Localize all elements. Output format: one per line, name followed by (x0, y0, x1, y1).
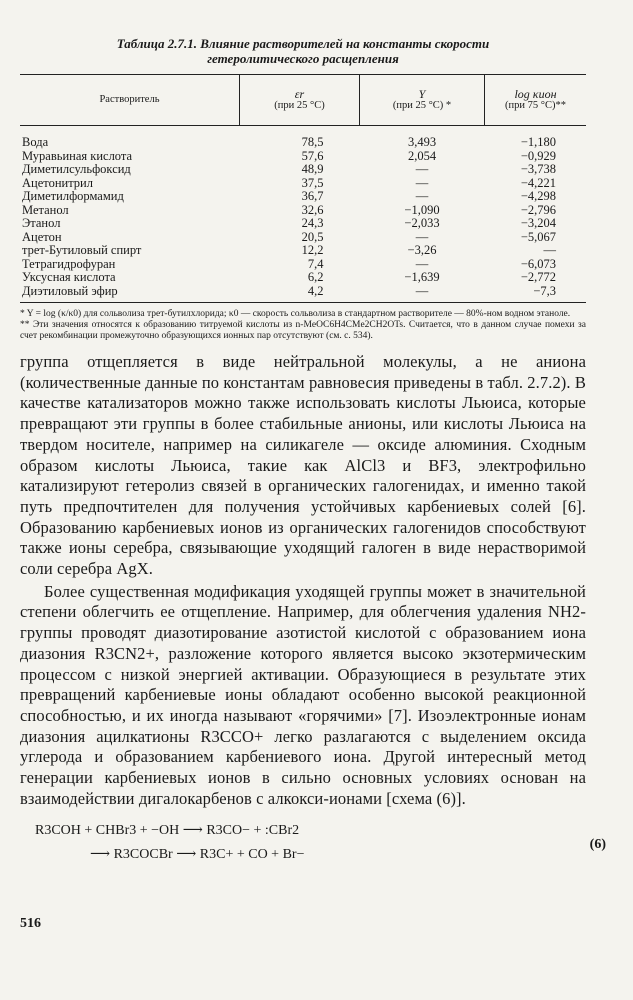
body-text (20, 352, 586, 809)
cell-solvent: трет-Бутиловый спирт (22, 243, 142, 258)
table-row (20, 163, 586, 177)
header-solvent: Растворитель (20, 75, 240, 126)
page (20, 36, 606, 867)
paragraph-1: группа отщепляется в виде нейтральной молекулы, а не аниона (количественные данные по константам равновесия приведены в табл. 2.7.2). В качестве катализаторов можно также использовать кислоты Льюиса, которые превращают эти группы в более стабильные анионы, или кислоты Льюиса на твердом носителе, например на силикагеле — оксиде алюминия. Сходным образом кислоты Льюиса, такие как AlCl3 и BF3, электрофильно катализируют гетеролиз связей в органических галогенидах, и именно такой путь предпочтителен для получения устойчивых карбениевых солей [6]. Образованию карбениевых ионов из органических галогенидов способствуют также ионы серебра, связывающие уходящий галоген в виде нерастворимой соли серебра AgX. (20, 352, 586, 579)
cell-log-k: −0,929 (520, 148, 556, 163)
cell-er: 4,2 (240, 285, 360, 303)
scheme-line-2: ⟶ R3COCBr ⟶ R3C+ + CO + Br− (90, 847, 305, 863)
cell-solvent: Диметилформамид (22, 189, 124, 204)
table-row (20, 231, 586, 245)
cell-solvent: Ацетонитрил (22, 175, 93, 190)
table-row (20, 190, 586, 204)
cell-log-k: −3,204 (520, 216, 556, 231)
cell-y: −3,26 (407, 243, 437, 258)
cell-solvent: Этанол (22, 216, 61, 231)
cell-solvent: Вода (22, 135, 49, 150)
cell-log-k: −6,073 (520, 256, 556, 271)
table-row (20, 217, 586, 231)
cell-solvent: Муравьиная кислота (22, 148, 133, 163)
cell-y: — (415, 162, 429, 177)
cell-y: — (415, 175, 429, 190)
cell-y: — (415, 256, 429, 271)
cell-er: 24,3 (301, 216, 324, 231)
table-notes (20, 309, 586, 342)
cell-log-k: −3,738 (520, 162, 556, 177)
cell-er: 20,5 (301, 229, 324, 244)
cell-solvent: Диэтиловый эфир (20, 285, 240, 303)
table-row (20, 258, 586, 272)
table-row (20, 244, 586, 258)
header-y: Y (при 25 °C) * (360, 75, 485, 126)
cell-er: 6,2 (307, 270, 324, 285)
cell-er: 36,7 (301, 189, 324, 204)
cell-log-k: −1,180 (520, 135, 556, 150)
page-number: 516 (20, 916, 41, 931)
cell-er: 32,6 (301, 202, 324, 217)
footnote-1: * Y = log (κ/κ0) для сольволиза трет-бутилхлорида; κ0 — скорость сольволиза в стандартном растворителе — 80%-ном водном этаноле. (20, 309, 571, 319)
cell-solvent: Диметилсульфоксид (22, 162, 131, 177)
footnote-2: ** Эти значения относятся к образованию титруемой кислоты из n-MeOC6H4CMe2CH2OTs. Считается, что в данном случае помехи за счет рекомбинации промежуточно образующихся ионных пар отсутствуют (см. с. 534). (20, 320, 586, 341)
table-row (20, 204, 586, 218)
cell-log-k: −2,796 (520, 202, 556, 217)
cell-y: 3,493 (407, 135, 437, 150)
cell-y: — (415, 189, 429, 204)
cell-er: 12,2 (301, 243, 324, 258)
cell-solvent: Ацетон (22, 229, 62, 244)
solvent-table (20, 74, 586, 303)
cell-log-k: −4,221 (520, 175, 556, 190)
cell-er: 48,9 (301, 162, 324, 177)
cell-log-k: −4,298 (520, 189, 556, 204)
scheme-number: (6) (589, 837, 606, 853)
cell-er: 37,5 (301, 175, 324, 190)
cell-y: — (360, 285, 485, 303)
table-row (20, 150, 586, 164)
cell-log-k: −7,3 (485, 285, 587, 303)
cell-y: — (415, 229, 429, 244)
caption-line-2: гетеролитического расщепления (207, 51, 399, 66)
cell-log-k: — (543, 243, 556, 258)
cell-y: −2,033 (404, 216, 440, 231)
scheme-line-1: R3COH + CHBr3 + −OH ⟶ R3CO− + :CBr2 (35, 823, 300, 839)
cell-y: 2,054 (407, 148, 437, 163)
cell-y: −1,090 (404, 202, 440, 217)
cell-log-k: −2,772 (520, 270, 556, 285)
header-er: εr (при 25 °C) (240, 75, 360, 126)
table-row (20, 126, 586, 150)
cell-log-k: −5,067 (520, 229, 556, 244)
cell-solvent: Метанол (22, 202, 69, 217)
cell-er: 57,6 (301, 148, 324, 163)
caption-line-1: Таблица 2.7.1. Влияние растворителей на константы скорости (116, 36, 490, 51)
reaction-scheme (20, 819, 606, 867)
cell-y: −1,639 (404, 270, 440, 285)
cell-er: 7,4 (307, 256, 324, 271)
cell-er: 78,5 (301, 135, 324, 150)
header-log-k: log κион (при 75 °C)** (485, 75, 587, 126)
table-row (20, 271, 586, 285)
table-row (20, 285, 586, 303)
paragraph-2: Более существенная модификация уходящей группы может в значительной степени облегчить ее отщепление. Например, для облегчения удаления NH2-группы проводят диазотирование азотистой кислотой с образованием иона диазония R3CN2+, разложение которого является высоко экзотермическим процессом с низкой энергией активации. Образующиеся в результате этих превращений карбениевые ионы обладают особенно высокой реакционной способностью, и их иногда называют «горячими» [7]. Изоэлектронные ионам диазония ацилкатионы R3CCO+ легко разлагаются с выделением оксида углерода и образованием карбениевого иона. Другой интересный метод генерации карбениевых ионов в сильно основных условиях основан на взаимодействии дигалокарбенов с алкокси-ионами [схема (6)]. (20, 581, 586, 808)
table-caption (20, 36, 586, 66)
table-row (20, 177, 586, 191)
cell-solvent: Тетрагидрофуран (22, 256, 116, 271)
cell-solvent: Уксусная кислота (22, 270, 116, 285)
